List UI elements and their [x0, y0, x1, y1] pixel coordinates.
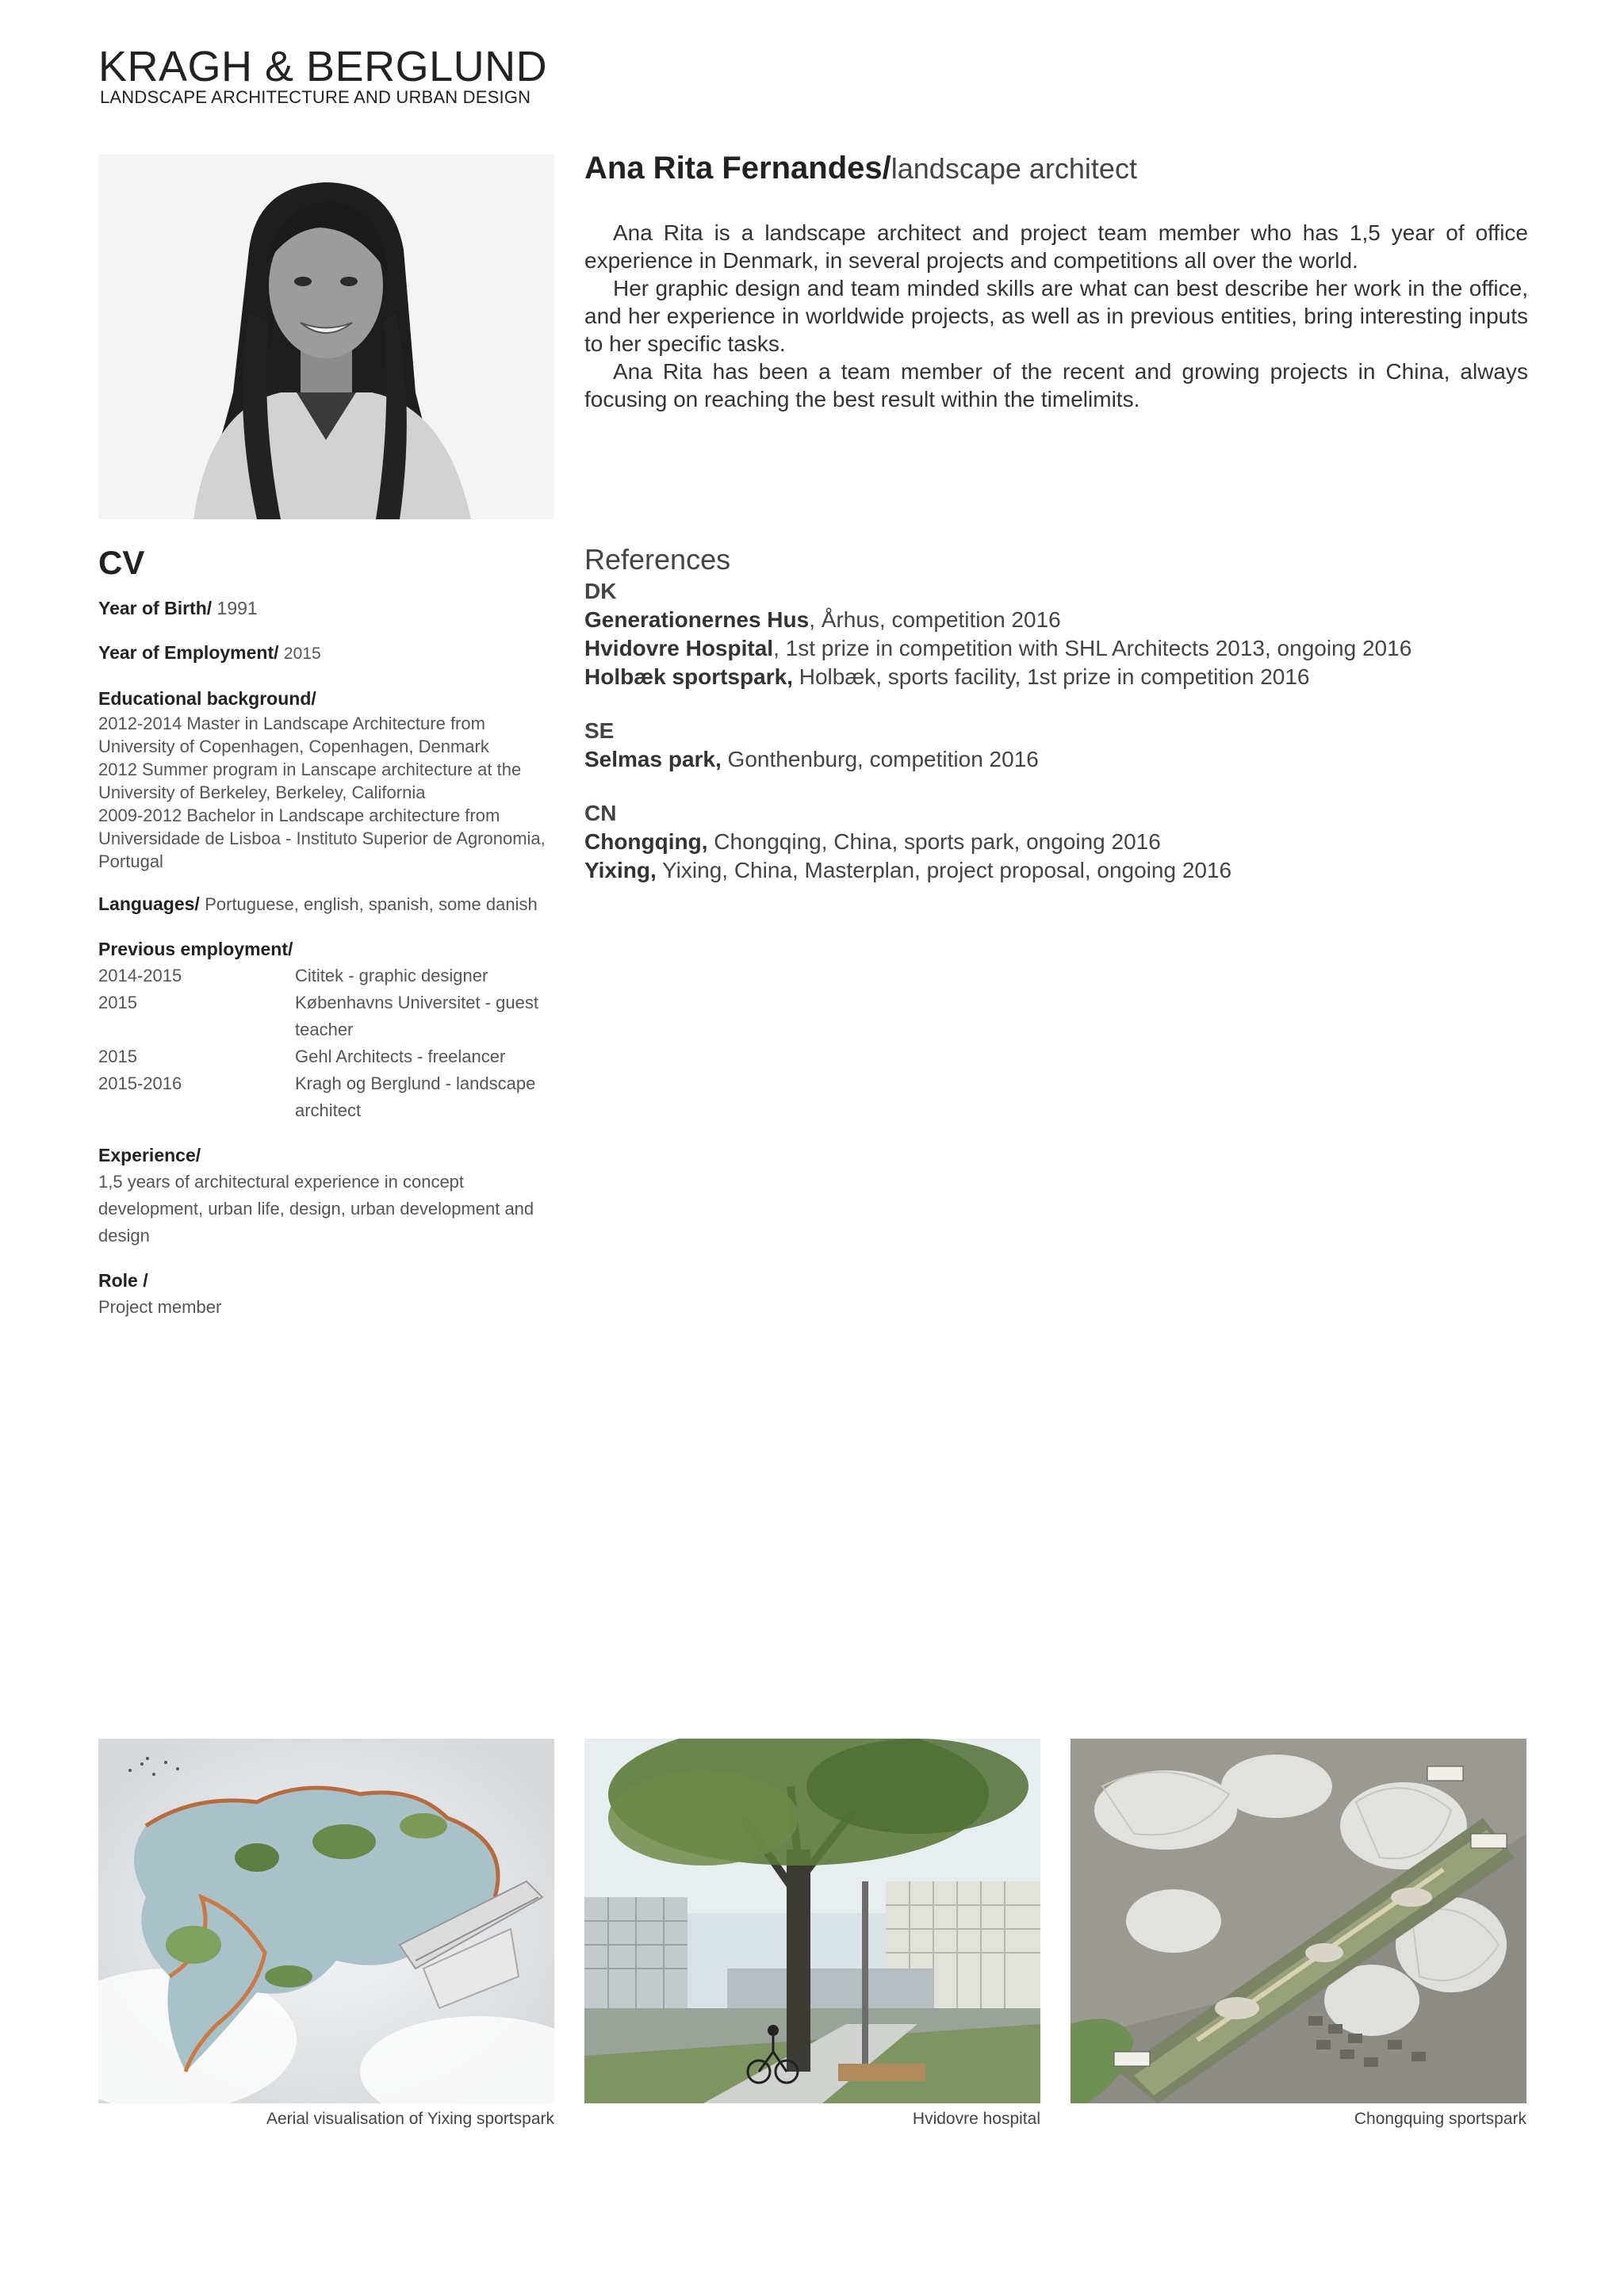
hospital-rendering-illustration [584, 1739, 1040, 2103]
cv-heading: CV [98, 544, 145, 581]
employment-years: 2015 [98, 993, 137, 1012]
gallery-image-chongqing [1071, 1739, 1526, 2103]
employment-years: 2015-2016 [98, 1073, 182, 1093]
education-block [98, 685, 554, 873]
reference-detail: Holbæk, sports facility, 1st prize in competition 2016 [792, 664, 1310, 689]
employment-table [98, 962, 554, 1124]
reference-detail: Chongqing, China, sports park, ongoing 2016 [707, 829, 1161, 854]
reference-item [584, 828, 1528, 856]
gallery-image-hvidovre [584, 1739, 1040, 2103]
employment-row [98, 1043, 554, 1070]
portrait-illustration [98, 155, 554, 519]
reference-group-se [584, 717, 1528, 774]
year-of-employment [98, 639, 554, 668]
bio-text [584, 219, 1528, 413]
reference-name: Yixing, [584, 858, 657, 882]
employment-label: Previous employment/ [98, 939, 293, 959]
role-block [98, 1267, 554, 1321]
languages-value: Portuguese, english, spanish, some danish [205, 894, 538, 914]
cv-section [98, 542, 554, 1321]
education-entry: 2009-2012 Bachelor in Landscape architecture from Universidade de Lisboa - Instituto Superior de Agronomia, Portugal [98, 806, 546, 871]
year-of-birth-label: Year of Birth/ [98, 598, 213, 618]
employment-block [98, 936, 554, 1124]
reference-detail: , Århus, competition 2016 [809, 607, 1061, 632]
reference-item [584, 606, 1528, 634]
gallery-caption: Chongquing sportspark [1354, 2110, 1526, 2128]
aerial-sportspark-illustration [98, 1739, 554, 2103]
employment-row [98, 962, 554, 989]
references-heading: References [584, 543, 731, 576]
employment-role: Gehl Architects - freelancer [295, 1047, 506, 1066]
company-logo-subtitle: LANDSCAPE ARCHITECTURE AND URBAN DESIGN [100, 87, 531, 107]
reference-group-dk [584, 577, 1528, 691]
role-label: Role / [98, 1270, 148, 1291]
bio-paragraph: Ana Rita has been a team member of the recent and growing projects in China, always focusing on reaching the best result within the timelimits. [584, 359, 1528, 411]
year-of-birth-value: 1991 [216, 598, 258, 618]
reference-name: Selmas park, [584, 747, 722, 771]
reference-item [584, 745, 1528, 774]
gallery-image-yixing [98, 1739, 554, 2103]
person-title: landscape architect [891, 152, 1137, 185]
gallery-caption: Aerial visualisation of Yixing sportspark [266, 2110, 554, 2128]
reference-country: SE [584, 718, 615, 743]
bio-paragraph: Ana Rita is a landscape architect and project team member who has 1,5 year of office experience in Denmark, in several projects and competitions all over the world. [584, 220, 1528, 273]
references-section [584, 542, 1528, 910]
employment-row [98, 1070, 554, 1124]
reference-detail: Gonthenburg, competition 2016 [721, 747, 1039, 771]
reference-detail: , 1st prize in competition with SHL Architects 2013, ongoing 2016 [773, 636, 1412, 660]
reference-name: Holbæk sportspark, [584, 664, 793, 689]
gallery-caption: Hvidovre hospital [912, 2110, 1040, 2128]
reference-item [584, 663, 1528, 691]
experience-text: 1,5 years of architectural experience in concept development, urban life, design, urban development and design [98, 1172, 534, 1246]
company-logo-name: KRAGH & BERGLUND [98, 43, 548, 90]
languages-label: Languages/ [98, 894, 200, 914]
reference-name: Chongqing, [584, 829, 708, 854]
languages [98, 890, 554, 918]
experience-block [98, 1142, 554, 1249]
reference-group-cn [584, 799, 1528, 885]
reference-country: DK [584, 579, 617, 603]
employment-role: Cititek - graphic designer [295, 966, 488, 985]
education-entry: 2012-2014 Master in Landscape Architecture from University of Copenhagen, Copenhagen, Denmark [98, 714, 489, 756]
reference-country: CN [584, 801, 617, 825]
year-of-employment-label: Year of Employment/ [98, 642, 279, 663]
person-name: Ana Rita Fernandes/ [584, 151, 891, 186]
year-of-employment-value: 2015 [283, 645, 321, 663]
experience-label: Experience/ [98, 1145, 201, 1165]
employment-years: 2014-2015 [98, 966, 182, 985]
reference-detail: Yixing, China, Masterplan, project proposal, ongoing 2016 [656, 858, 1232, 882]
employment-years: 2015 [98, 1047, 137, 1066]
portrait-photo [98, 155, 554, 519]
reference-name: Generationernes Hus [584, 607, 810, 632]
employment-role: Kragh og Berglund - landscape architect [295, 1073, 536, 1120]
reference-item [584, 856, 1528, 885]
education-entry: 2012 Summer program in Lanscape architecture at the University of Berkeley, Berkeley, California [98, 760, 522, 802]
sitemap-illustration [1071, 1739, 1526, 2103]
employment-row [98, 989, 554, 1043]
role-text: Project member [98, 1297, 222, 1317]
bio-paragraph: Her graphic design and team minded skills are what can best describe her work in the office, and her experience in worldwide projects, as well as in previous entities, bring interesting inputs to her specific tasks. [584, 276, 1528, 356]
reference-item [584, 634, 1528, 663]
employment-role: Københavns Universitet - guest teacher [295, 993, 538, 1039]
year-of-birth [98, 595, 554, 622]
person-name-heading [584, 147, 1137, 189]
education-label: Educational background/ [98, 688, 316, 709]
reference-name: Hvidovre Hospital [584, 636, 774, 660]
